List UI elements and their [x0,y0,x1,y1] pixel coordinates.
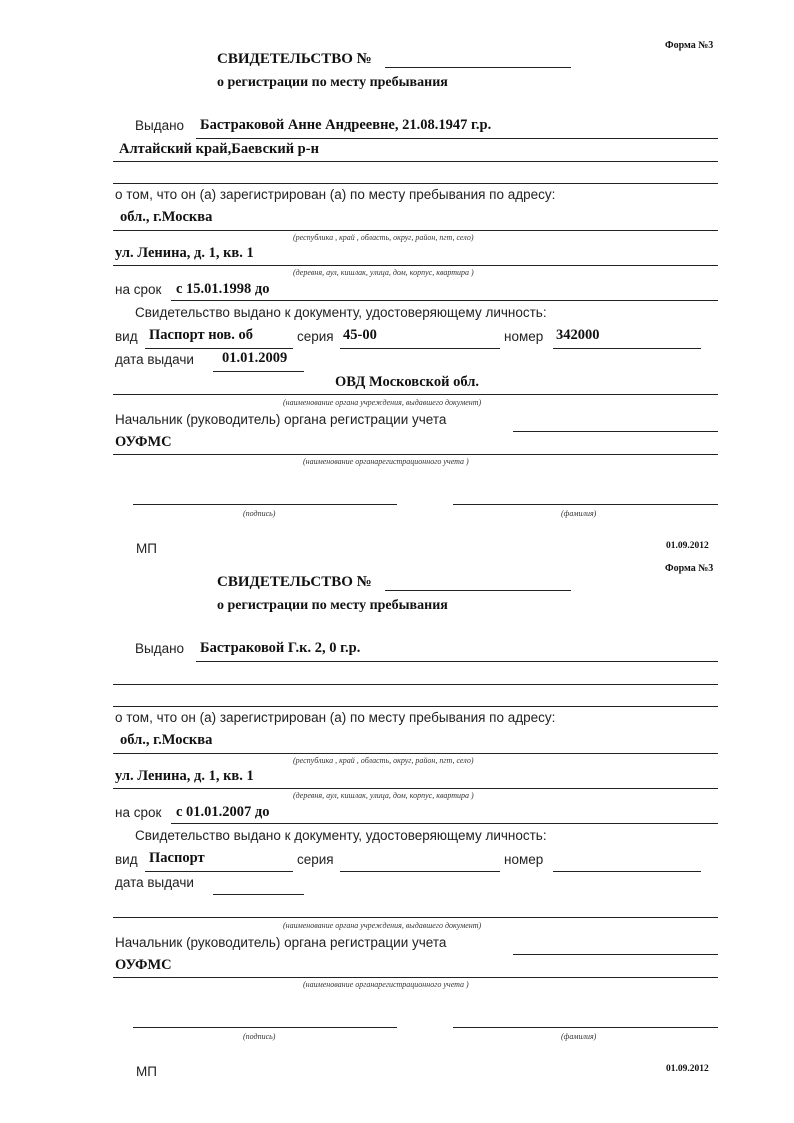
chief-line [513,431,718,432]
street-line [113,788,718,789]
reg-body-value: ОУФМС [115,434,172,450]
document-text: Свидетельство выдано к документу, удостоверяющему личность: [135,828,547,843]
kind-value: Паспорт [149,850,205,866]
reg-body-value: ОУФМС [115,957,172,973]
surname-hint: (фамилия) [561,1032,597,1041]
series-line [340,348,500,349]
blank-line [113,183,718,184]
issuer-hint: (наименование органа учреждения, выдавшего документ) [283,921,482,930]
issuer-hint: (наименование органа учреждения, выдавшего документ) [283,398,482,407]
number-label: номер [504,852,544,867]
stamp-label: МП [136,1064,157,1079]
street-value: ул. Ленина, д. 1, кв. 1 [115,768,254,784]
reg-body-hint: (наименование органарегистрационного учета ) [303,457,469,466]
stamp-label: МП [136,541,157,556]
term-line [171,823,718,824]
series-label: серия [297,329,334,344]
surname-hint: (фамилия) [561,509,597,518]
certificate-form-1 [0,0,794,556]
certificate-title: СВИДЕТЕЛЬСТВО № [217,51,372,67]
reg-body-hint: (наименование органарегистрационного учета ) [303,980,469,989]
chief-label: Начальник (руководитель) органа регистрации учета [115,935,447,950]
certificate-subtitle: о регистрации по месту пребывания [217,598,448,613]
street-line [113,265,718,266]
issue-date-label: дата выдачи [115,352,194,367]
registered-text: о том, что он (а) зарегистрирован (а) по месту пребывания по адресу: [115,187,556,202]
date-value: 01.09.2012 [666,541,709,551]
term-value: с 15.01.1998 до [176,281,270,297]
reg-body-line [113,977,718,978]
region-value: обл., г.Москва [120,732,213,748]
series-value: 45-00 [343,327,377,343]
street-hint: (деревня, аул, кишлак, улица, дом, корпус, квартира ) [293,791,474,800]
kind-label: вид [115,852,138,867]
region-line [113,753,718,754]
form-number: Форма №3 [665,40,714,51]
birthplace-line [113,161,718,162]
date-value: 01.09.2012 [666,1064,709,1074]
birthplace-value: Алтайский край,Баевский р-н [119,141,319,157]
term-value: с 01.01.2007 до [176,804,270,820]
term-label: на срок [115,282,162,297]
chief-label: Начальник (руководитель) органа регистрации учета [115,412,447,427]
street-value: ул. Ленина, д. 1, кв. 1 [115,245,254,261]
blank-line [113,706,718,707]
region-line [113,230,718,231]
series-label: серия [297,852,334,867]
certificate-subtitle: о регистрации по месту пребывания [217,75,448,90]
issued-to-value: Бастраковой Анне Андреевне, 21.08.1947 г.р. [200,117,492,133]
issued-to-line [196,138,718,139]
region-value: обл., г.Москва [120,209,213,225]
reg-body-line [113,454,718,455]
chief-line [513,954,718,955]
signature-line [133,1027,397,1028]
issue-date-value: 01.01.2009 [222,350,288,366]
signature-line [133,504,397,505]
kind-line [145,871,293,872]
number-line [553,871,701,872]
issued-to-line [196,661,718,662]
kind-label: вид [115,329,138,344]
issued-label: Выдано [135,118,185,133]
surname-line [453,1027,718,1028]
street-hint: (деревня, аул, кишлак, улица, дом, корпус, квартира ) [293,268,474,277]
certificate-form-2 [0,523,794,1079]
issued-label: Выдано [135,641,185,656]
signature-hint: (подпись) [243,509,276,518]
issuer-value: ОВД Московской обл. [335,374,479,390]
issued-to-value: Бастраковой Г.к. 2, 0 г.р. [200,640,361,656]
region-hint: (республика , край , область, округ, район, пгт, село) [293,756,474,765]
certificate-title: СВИДЕТЕЛЬСТВО № [217,574,372,590]
form-number: Форма №3 [665,563,714,574]
document-text: Свидетельство выдано к документу, удостоверяющему личность: [135,305,547,320]
term-label: на срок [115,805,162,820]
signature-hint: (подпись) [243,1032,276,1041]
issue-date-line [213,894,304,895]
birthplace-line [113,684,718,685]
number-label: номер [504,329,544,344]
surname-line [453,504,718,505]
certificate-number-line [385,590,571,591]
issuer-line [113,917,718,918]
issue-date-line [213,371,304,372]
issue-date-label: дата выдачи [115,875,194,890]
issuer-line [113,394,718,395]
number-line [553,348,701,349]
registered-text: о том, что он (а) зарегистрирован (а) по месту пребывания по адресу: [115,710,556,725]
number-value: 342000 [556,327,600,343]
region-hint: (республика , край , область, округ, район, пгт, село) [293,233,474,242]
kind-value: Паспорт нов. об [149,327,254,343]
term-line [171,300,718,301]
series-line [340,871,500,872]
certificate-number-line [385,67,571,68]
kind-line [145,348,293,349]
